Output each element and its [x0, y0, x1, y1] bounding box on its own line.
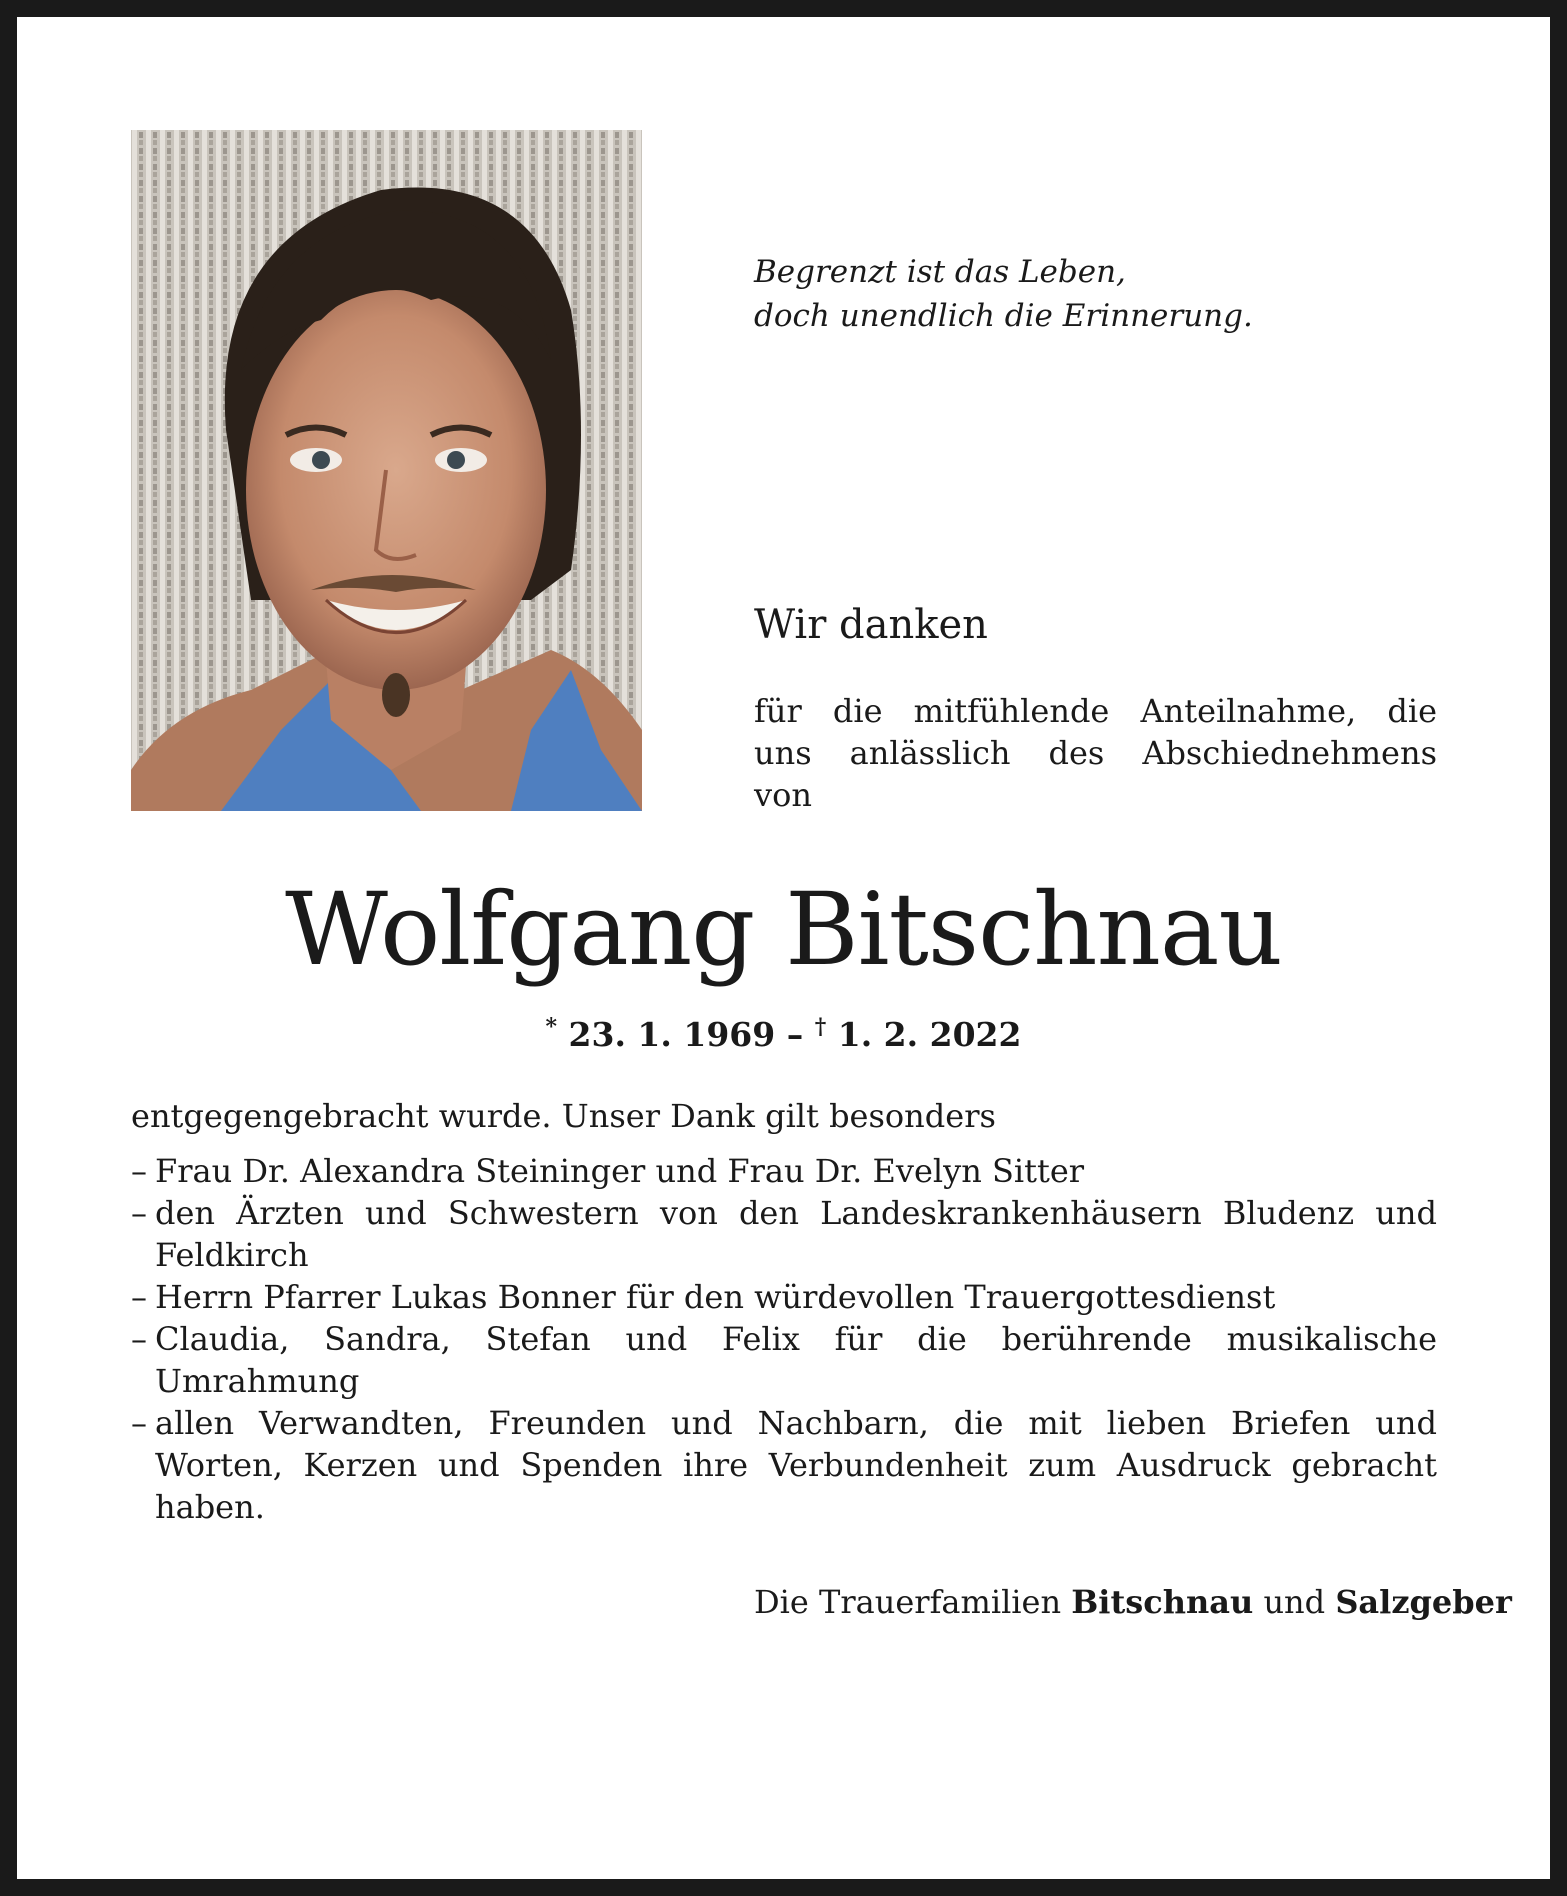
list-dash: – [131, 1152, 147, 1190]
list-dash: – [131, 1194, 147, 1232]
memorial-quote [754, 250, 1454, 338]
list-item [131, 1150, 1437, 1192]
list-item-text: den Ärzten und Schwestern von den Landeskrankenhäusern Bludenz und Feldkirch [155, 1194, 1437, 1274]
signature [754, 1580, 1512, 1624]
thanks-list [131, 1150, 1437, 1528]
intro-line-2: uns anlässlich des Abschiednehmens [754, 734, 1437, 772]
birth-symbol: * [545, 1014, 558, 1040]
list-item [131, 1318, 1437, 1402]
death-symbol: † [814, 1014, 827, 1040]
portrait-photo [131, 130, 642, 811]
list-item-text: Herrn Pfarrer Lukas Bonner für den würdevollen Trauergottesdienst [155, 1278, 1276, 1316]
birth-date: 23. 1. 1969 [568, 1015, 776, 1054]
family-name-2: Salzgeber [1335, 1583, 1512, 1621]
date-separator: – [786, 1015, 804, 1054]
quote-line-1: Begrenzt ist das Leben, [754, 254, 1126, 290]
intro-line-3: von [754, 776, 812, 814]
thanks-heading: Wir danken [754, 602, 988, 648]
list-item-text: allen Verwandten, Freunden und Nachbarn, die mit lieben Briefen und Worten, Kerzen und Spenden ihre Verbundenheit zum Ausdruck gebracht haben. [155, 1404, 1437, 1526]
list-dash: – [131, 1320, 147, 1358]
list-dash: – [131, 1278, 147, 1316]
list-item-text: Frau Dr. Alexandra Steininger und Frau Dr. Evelyn Sitter [155, 1152, 1085, 1190]
portrait-illustration [131, 130, 642, 811]
family-name-1: Bitschnau [1071, 1583, 1254, 1621]
life-dates [0, 1003, 1567, 1059]
quote-line-2: doch unendlich die Erinnerung. [754, 298, 1253, 334]
list-item [131, 1402, 1437, 1528]
thanks-intro [754, 690, 1437, 816]
deceased-name: Wolfgang Bitschnau [285, 871, 1282, 988]
signature-prefix: Die Trauerfamilien [754, 1583, 1062, 1621]
list-item [131, 1276, 1437, 1318]
signature-conjunction: und [1263, 1583, 1326, 1621]
death-date: 1. 2. 2022 [837, 1015, 1022, 1054]
list-item [131, 1192, 1437, 1276]
intro-line-1: für die mitfühlende Anteilnahme, die [754, 692, 1437, 730]
list-item-text: Claudia, Sandra, Stefan und Felix für die berührende musikalische Umrahmung [155, 1320, 1437, 1400]
thanks-lead: entgegengebracht wurde. Unser Dank gilt besonders [131, 1097, 996, 1135]
list-dash: – [131, 1404, 147, 1442]
